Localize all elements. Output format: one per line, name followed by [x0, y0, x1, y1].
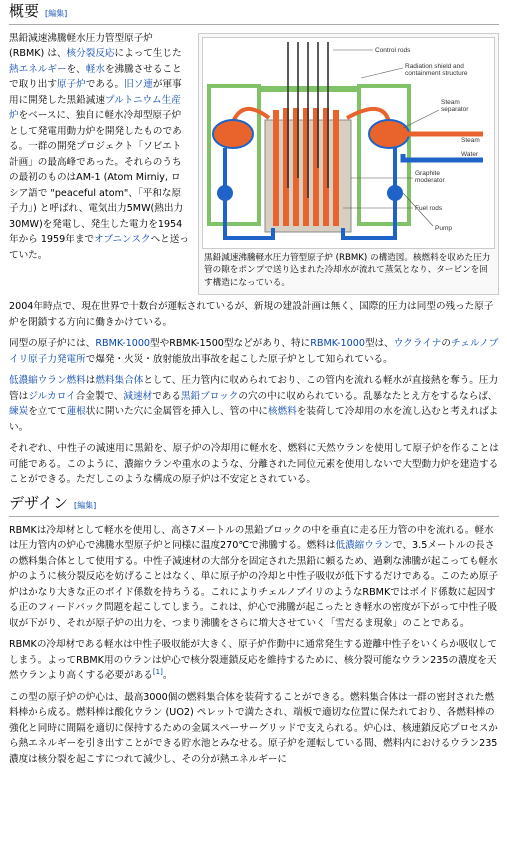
text-run: 型は、 — [364, 338, 394, 350]
text-run: は — [85, 375, 96, 387]
label-pump: Pump — [435, 224, 452, 232]
label-water: Water — [461, 150, 479, 158]
wiki-link[interactable]: 低濃縮ウラン燃料 — [9, 375, 86, 387]
text-run: として、圧力管内に収められており、この管内を流れる軽水が直接熱を奪う。圧力管は — [9, 375, 499, 402]
wiki-link[interactable]: 旧ソ連 — [124, 79, 153, 91]
figure-caption: 黒鉛減速沸騰軽水圧力管型原子炉 (RBMK) の構造図。核燃料を収めた圧力管の隙をポンプで送り込まれた冷却水が流れて蒸気となり、タービンを回す構造になっている。 — [204, 252, 491, 289]
wiki-link[interactable]: 原子炉 — [56, 79, 86, 91]
label-shield: Radiation shield and — [405, 62, 464, 70]
shield-left — [209, 86, 259, 224]
wiki-link[interactable]: オブニンスク — [94, 234, 151, 246]
wiki-link[interactable]: 黒鉛ブロック — [180, 390, 239, 402]
paragraph-moderation — [9, 441, 499, 488]
text-run: 黒鉛減速沸騰軽水圧力管型原子炉 (RBMK) は、 — [9, 32, 153, 60]
wiki-link[interactable]: 熱エネルギー — [9, 63, 67, 75]
label-control-rods: Control rods — [375, 46, 411, 54]
wiki-link[interactable]: 軽水 — [85, 63, 105, 75]
intro-block — [9, 31, 499, 289]
text-run: を沸騰させることで取り出す — [9, 63, 182, 91]
wiki-link[interactable]: プルトニウム生産炉 — [9, 94, 181, 122]
figure-thumbnail — [198, 33, 499, 296]
text-run: である。 — [85, 79, 125, 91]
wiki-link[interactable]: チェルノブイリ原子力発電所 — [9, 338, 499, 365]
text-run: それぞれ、中性子の減速用に黒鉛を、原子炉の冷却用に軽水を、燃料に天然ウランを使用して原子炉を作ることは可能である。このように、濃縮ウランや重水のような、分離された同位元素を使用しないで大型動力炉を建造することができる。ただしこのような構成の原子炉は不安定とされている。 — [9, 443, 499, 486]
rbmk-diagram-svg — [203, 38, 496, 248]
shield-top — [257, 86, 361, 92]
text-run: の穴の中に収められている。乱暴なたとえ方をするならば、 — [238, 390, 498, 402]
rbmk-diagram[interactable] — [202, 37, 495, 249]
text-run: RBMKの冷却材である軽水は中性子吸収能が大きく、原子炉作動中に通常発生する遊離中性子をいくらか吸収してしまう。よってRBMK用のウランは炉心で核分裂連鎖反応を維持するために、核分裂可能なウラン235の濃度を天然ウランより高くする必要がある — [9, 639, 498, 682]
paragraph-design-coolant — [9, 523, 499, 632]
text-run: この型の原子炉の炉心は、最高3000個の燃料集合体を装荷することができる。燃料集合体は一群の密封された燃料棒から成る。燃料棒は酸化ウラン (UO2) ペレットで満たされ、端板で適切な位置に保たれており、各燃料棒の強化と同時に間隔を適切に保持するための金属スペーサーグリッドで支えられる。炉心は、核連鎖反応プロセスから熱エネルギーを引き出すことができる貯水池とみなせる。原子炉を運転している間、燃料内におけるウラン235濃度は核分裂を起こすにつれて減少し、その分が熱エネルギーに — [9, 691, 498, 765]
wiki-link[interactable]: 核燃料 — [268, 406, 297, 418]
text-run: である — [152, 390, 181, 402]
paragraph-design-absorption — [9, 637, 499, 684]
label-steam: Steam — [461, 136, 480, 144]
text-run: へと送っていた。 — [9, 234, 189, 261]
label-graphite: Graphite — [415, 169, 440, 177]
text-run: をベースに、独自に軽水冷却型原子炉として発電用動力炉を開発したものである。一群の開発プロジェクト「ソビエト計画」の最高峰であった。それらのうちの最初のものはAM-1 (Atom Mirniy, ロシア語で "peaceful atom"、「平和な原子力」) と呼ばれ、電気出力5MW(熱出力30MW)を発電し、発生した電力を1954年から 1959年まで — [9, 110, 184, 246]
section-heading-design — [9, 494, 499, 517]
wiki-link[interactable]: 核分裂反応 — [66, 48, 115, 60]
wiki-link[interactable]: ジルカロイ — [28, 390, 76, 402]
wiki-link[interactable]: RBMK-1000 — [310, 338, 365, 350]
citation-link[interactable]: [1] — [152, 668, 163, 677]
text-run: が軍事用に開発した黒鉛減速 — [9, 79, 182, 106]
label-shield-2: containment structure — [405, 69, 468, 77]
text-run: 同型の原子炉には、 — [9, 338, 96, 350]
text-run: 合金製で、 — [75, 390, 124, 402]
text-run: 型やRBMK-1500型などがあり、特に — [150, 338, 311, 350]
wiki-link[interactable]: 減速材 — [123, 390, 153, 402]
text-run: を立てて — [28, 406, 67, 418]
paragraph-variants — [9, 336, 499, 367]
text-run: を装荷して冷却用の水を流し込むと考えればよい。 — [9, 406, 499, 433]
pump-icon — [217, 185, 233, 201]
wiki-link[interactable]: 蓮根 — [66, 406, 86, 418]
section-title: デザイン — [9, 494, 68, 513]
text-run: によって生じた — [114, 48, 182, 60]
text-run: 2004年時点で、現在世界で十数台が運転されているが、新規の建設計画は無く、国際的圧力は同型の残った原子炉を閉鎖する方向に働きかけている。 — [9, 301, 494, 328]
wiki-link[interactable]: ウクライナ — [393, 338, 442, 350]
fuel-channel — [273, 110, 279, 226]
text-run: RBMKは冷却材として軽水を使用し、高さ7メートルの黒鉛ブロックの中を垂直に走る圧力管の中を流れる。軽水は圧力管内の炉心で沸騰水型原子炉と同様に温度270℃で沸騰する。燃料は — [9, 524, 494, 552]
pump-icon — [387, 185, 403, 201]
steam-separator-left — [213, 120, 253, 148]
text-run: の — [441, 338, 451, 350]
edit-link[interactable]: [編集] — [45, 9, 68, 18]
paragraph-status — [9, 299, 499, 330]
wiki-link[interactable]: 低濃縮ウラン — [335, 540, 394, 552]
label-fuel-rods: Fuel rods — [415, 204, 443, 212]
label-steam-separator: Steam — [441, 98, 460, 106]
paragraph-fuel — [9, 373, 499, 435]
fuel-channel — [333, 110, 339, 226]
section-title: 概要 — [9, 2, 40, 20]
edit-link[interactable]: [編集] — [73, 501, 97, 511]
text-run: 。 — [162, 670, 173, 682]
text-run: で、3.5メートルの長さの燃料集合体として使用する。中性子減速材の大部分を固定された黒鉛に頼るため、過剰な沸騰が起こっても軽水炉のように核分裂反応を妨げることはなく、単に原子炉の冷却と中性子吸収が低下するだけである。このため原子炉はかなり大きな正のボイド係数を持ちうる。これによりチェルノブイリのようなRBMKではボイド係数に起因する正のフィードバック問題を起こしてしまう。これは、炉心で沸騰が起こったとき軽水の密度が下がって中性子吸収が下がり、それが原子炉の出力を、つまり沸騰をさらに増大させていく「雪だるま現象」のことである。 — [9, 540, 499, 629]
text-run: を、 — [66, 63, 86, 75]
paragraph-design-core — [9, 690, 499, 768]
label-steam-separator-2: separator — [441, 105, 469, 113]
text-run: 状に開いた穴に金属管を挿入し、管の中に — [85, 406, 269, 418]
wiki-link[interactable]: 燃料集合体 — [95, 375, 144, 387]
section-heading-overview — [9, 2, 499, 25]
label-graphite-2: moderator — [415, 176, 445, 184]
text-run: で爆発・火災・放射能放出事故を起こした原子炉として知られている。 — [85, 353, 393, 365]
wiki-link[interactable]: RBMK-1000 — [95, 338, 151, 350]
wiki-link[interactable]: 練炭 — [9, 406, 29, 418]
